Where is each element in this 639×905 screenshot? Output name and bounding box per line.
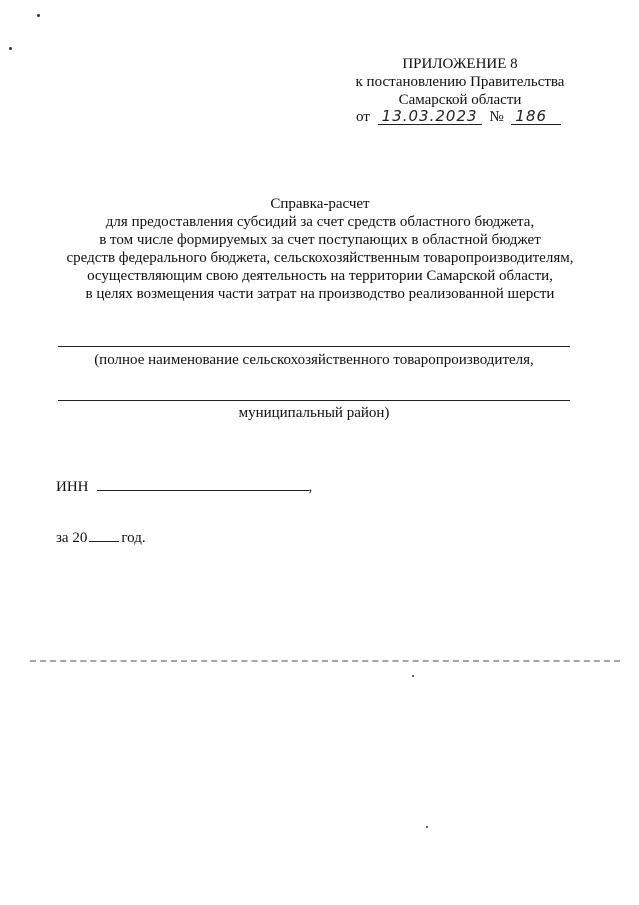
inn-suffix: , <box>308 479 313 495</box>
year-prefix: за 20 <box>56 530 88 546</box>
document-heading: Справка-расчет <box>270 196 370 212</box>
annex-region: Самарской области <box>398 92 522 108</box>
scan-speck <box>412 675 414 677</box>
title-line: в целях возмещения части затрат на производство реализованной шерсти <box>85 286 555 302</box>
scan-speck <box>37 14 40 17</box>
handwritten-date: 13.03.2023 <box>378 108 482 125</box>
scan-artifact-line <box>30 660 620 662</box>
year-input-line[interactable] <box>89 527 119 542</box>
inn-input-line[interactable] <box>97 476 309 491</box>
scan-speck <box>9 47 12 50</box>
annex-title: ПРИЛОЖЕНИЕ 8 <box>402 56 518 72</box>
document-title-block <box>40 195 600 303</box>
inn-label: ИНН <box>56 479 89 495</box>
year-field <box>56 527 146 547</box>
handwritten-number: 186 <box>511 108 561 125</box>
inn-field <box>56 476 312 496</box>
district-caption: муниципальный район) <box>238 405 390 421</box>
title-line: осуществляющим свою деятельность на территории Самарской области, <box>87 268 553 284</box>
annex-date-line <box>356 108 596 126</box>
producer-name-field-line[interactable] <box>58 346 570 347</box>
title-line: средств федерального бюджета, сельскохозяйственным товаропроизводителям, <box>66 250 574 266</box>
annex-reference: к постановлению Правительства <box>355 74 565 90</box>
annex-header <box>340 55 580 109</box>
from-label: от <box>356 109 370 125</box>
district-field-line[interactable] <box>58 400 570 401</box>
title-line: для предоставления субсидий за счет средств областного бюджета, <box>105 214 535 230</box>
producer-name-caption: (полное наименование сельскохозяйственного товаропроизводителя, <box>94 352 534 368</box>
title-line: в том числе формируемых за счет поступающих в областной бюджет <box>99 232 541 248</box>
year-suffix: год. <box>121 530 146 546</box>
scan-speck <box>426 826 428 828</box>
number-label: № <box>489 109 504 125</box>
